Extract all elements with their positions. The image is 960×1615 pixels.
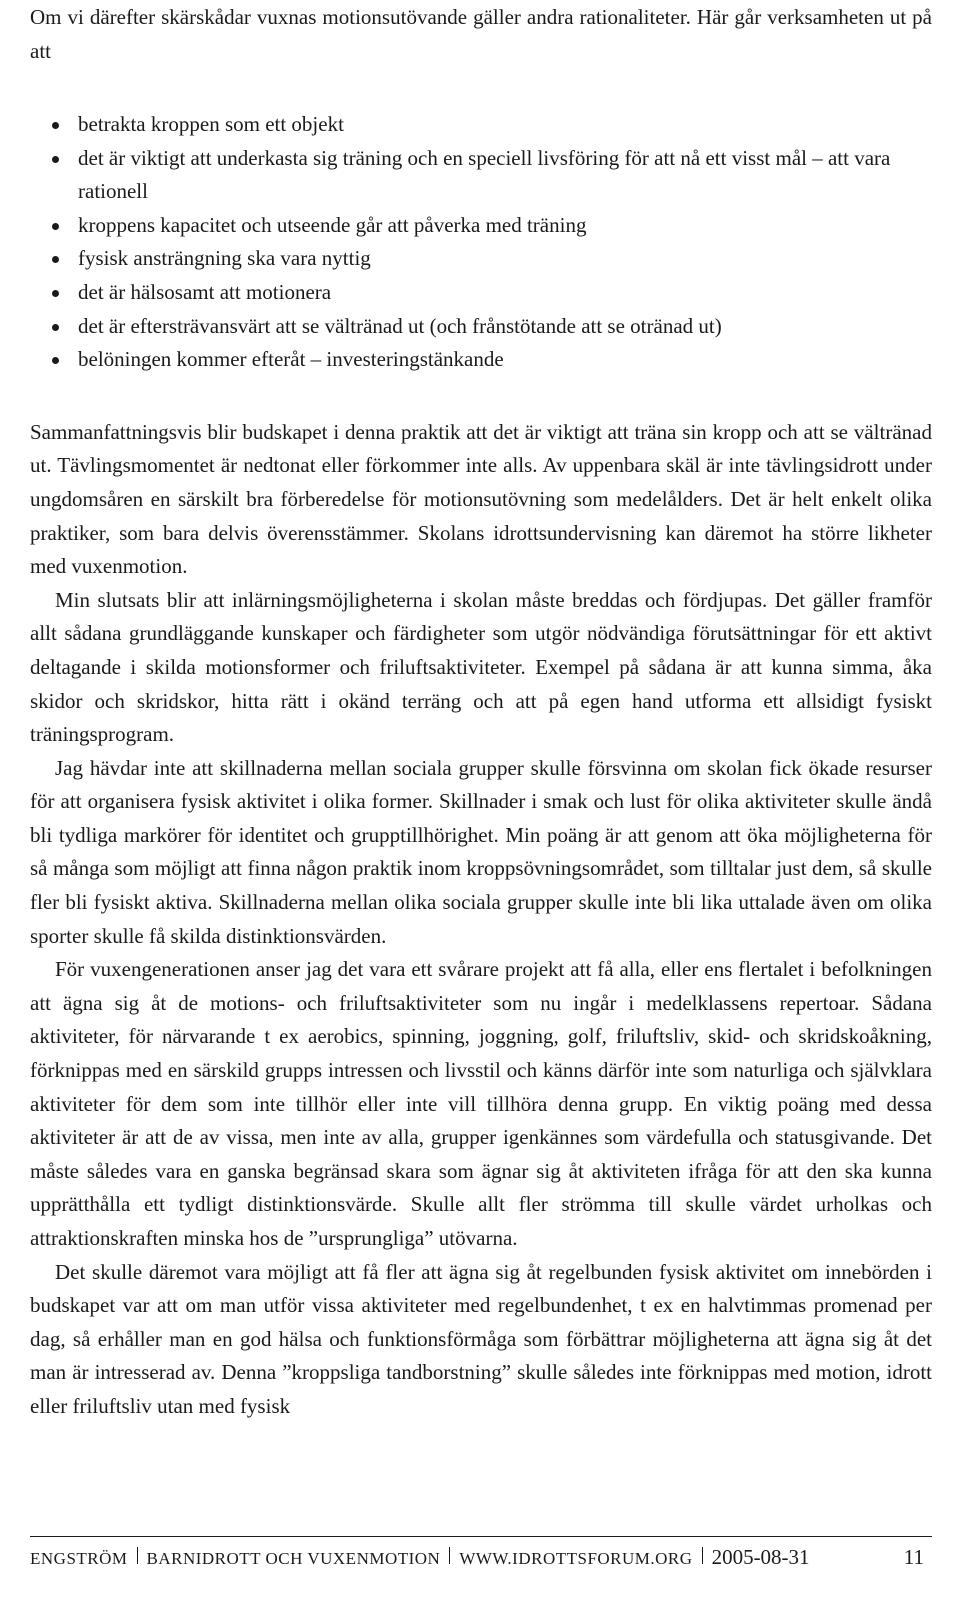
regular-activity-paragraph: Det skulle däremot vara möjligt att få fler att ägna sig åt regelbunden fysisk aktivitet om innebörden i budskapet var att om man utför vissa aktiviteter med regelbundenhet, t ex en halvtimmas promenad per dag, så erhåller man en god hälsa och funktionsförmåga som förbättrar möjligheterna att ägna sig åt det man är intresserad av. Denna ”kroppsliga tandborstning” skulle således inte förknippas med motion, idrott eller friluftsliv utan med fysisk xyxy=(30,1259,932,1418)
adult-generation-paragraph: För vuxengenerationen anser jag det vara ett svårare projekt att få alla, eller ens flertalet i befolkningen att ägna sig åt de motions- och friluftsaktiviteter som nu ingår i medelklassens repertoar. Sådana aktiviteter, för närvarande t ex aerobics, spinning, joggning, golf, friluftsliv, skid- och skridskoåkning, förknippas med en särskild grupps intressen och livsstil och känns därför inte som naturliga och självklara aktiviteter för dem som inte tillhör eller inte vill tillhöra denna grupp. En viktig poäng med dessa aktiviteter är att de av vissa, men inte av alla, grupper igenkännes som värdefulla och statusgivande. Det måste således vara en ganska begränsad skara som ägnar sig åt aktiviteten ifråga för att den ska kunna upprätthålla ett tydligt distinktionsvärde. Skulle allt fler strömma till skulle värdet urholkas och attraktionskraften minska hos de ”ursprungliga” utövarna. xyxy=(30,957,932,1250)
page-footer xyxy=(30,1536,932,1570)
bullet-dot-icon xyxy=(52,223,59,230)
list-item: fysisk ansträngning ska vara nyttig xyxy=(30,242,932,276)
list-item: det är eftersträvansvärt att se vältränad ut (och frånstötande att se otränad ut) xyxy=(30,310,932,344)
conclusion-paragraph: Min slutsats blir att inlärningsmöjligheterna i skolan måste breddas och fördjupas. Det gäller framför allt sådana grundläggande kunskaper och färdigheter som utgör nödvändiga förutsättningar för ett aktivt deltagande i skilda motionsformer och friluftsaktiviteter. Exempel på sådana är att kunna simma, åka skidor och skridskor, hitta rätt i okänd terräng och att på egen hand utforma ett allsidigt fysiskt träningsprogram. xyxy=(30,587,932,747)
footer-separator xyxy=(449,1547,450,1564)
footer-site: WWW.IDROTTSFORUM.ORG xyxy=(459,1549,693,1568)
intro-paragraph: Om vi därefter skärskådar vuxnas motionsutövande gäller andra rationaliteter. Här går verksamheten ut på att xyxy=(30,5,932,63)
page-number: 11 xyxy=(903,1545,924,1569)
bullet-dot-icon xyxy=(52,256,59,263)
footer-date: 2005-08-31 xyxy=(711,1545,810,1569)
page-body xyxy=(30,0,932,1424)
footer-separator xyxy=(702,1547,703,1564)
bullet-list xyxy=(30,108,932,377)
summary-paragraph: Sammanfattningsvis blir budskapet i denna praktik att det är viktigt att träna sin kropp och att se vältränad ut. Tävlingsmomentet är nedtonat eller förkommer inte alls. Av uppenbara skäl är inte tävlingsidrott under ungdomsåren en särskilt bra förberedelse för motionsutövning som medelålders. Det är helt enkelt olika praktiker, som bara delvis överensstämmer. Skolans idrottsundervisning kan däremot ha större likheter med vuxenmotion. xyxy=(30,419,932,579)
bullet-dot-icon xyxy=(52,122,59,129)
bullet-dot-icon xyxy=(52,290,59,297)
bullet-dot-icon xyxy=(52,324,59,331)
list-item: belöningen kommer efteråt – investeringstänkande xyxy=(30,343,932,377)
list-item: det är hälsosamt att motionera xyxy=(30,276,932,310)
bullet-dot-icon xyxy=(52,156,59,163)
footer-title: BARNIDROTT OCH VUXENMOTION xyxy=(146,1549,441,1568)
social-groups-paragraph: Jag hävdar inte att skillnaderna mellan sociala grupper skulle försvinna om skolan fick ökade resurser för att organisera fysisk aktivitet i olika former. Skillnader i smak och lust för olika aktiviteter skulle ändå bli tydliga markörer för identitet och grupptillhörighet. Min poäng är att genom att öka möjligheterna för så många som möjligt att finna någon praktik inom kroppsövningsområdet, som tilltalar just dem, så skulle fler bli fysiskt aktiva. Skillnaderna mellan olika sociala grupper skulle inte bli lika uttalade även om olika sporter skulle få skilda distinktionsvärden. xyxy=(30,755,932,948)
footer-separator xyxy=(137,1547,138,1564)
list-item: betrakta kroppen som ett objekt xyxy=(30,108,932,142)
list-item: det är viktigt att underkasta sig träning och en speciell livsföring för att nå ett visst mål – att vara rationell xyxy=(30,142,932,209)
footer-author: ENGSTRÖM xyxy=(30,1549,128,1568)
bullet-dot-icon xyxy=(52,357,59,364)
list-item: kroppens kapacitet och utseende går att påverka med träning xyxy=(30,209,932,243)
